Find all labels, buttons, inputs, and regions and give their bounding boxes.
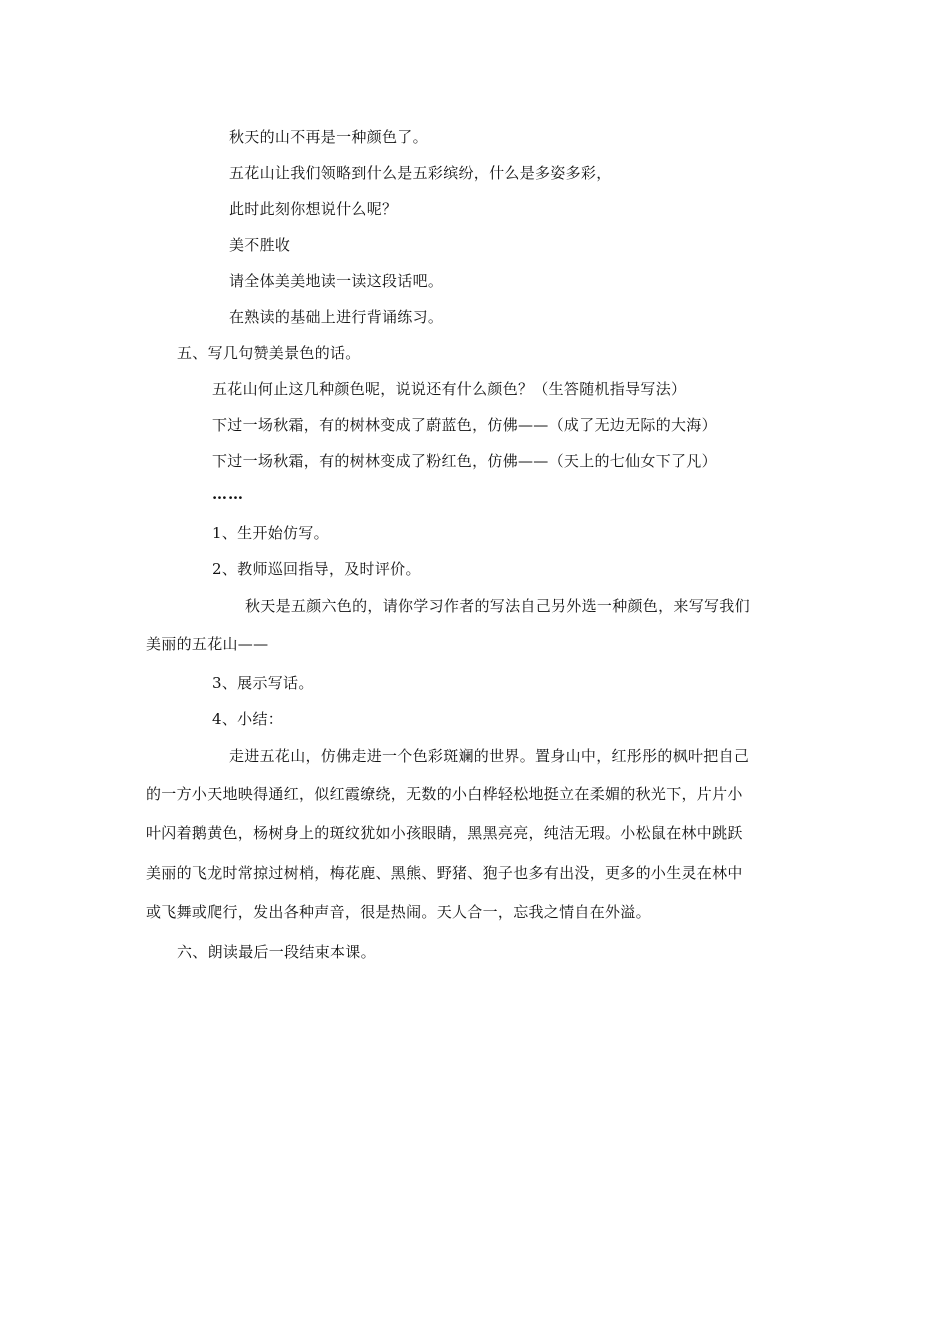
list-item: 4、小结：: [212, 710, 284, 728]
section-heading: 五、写几句赞美景色的话。: [177, 344, 361, 362]
section-heading: 六、朗读最后一段结束本课。: [177, 943, 376, 961]
ellipsis: ……: [212, 485, 244, 503]
list-item: 1、生开始仿写。: [212, 524, 329, 542]
text-line: 或飞舞或爬行，发出各种声音，很是热闹。天人合一，忘我之情自在外溢。: [146, 903, 651, 921]
text-line: 美丽的飞龙时常掠过树梢，梅花鹿、黑熊、野猪、狍子也多有出没，更多的小生灵在林中: [146, 864, 743, 882]
text-line: 在熟读的基础上进行背诵练习。: [229, 308, 444, 326]
text-line: 的一方小天地映得通红，似红霞缭绕，无数的小白桦轻松地挺立在柔媚的秋光下，片片小: [146, 785, 743, 803]
text-line: 走进五花山，仿佛走进一个色彩斑斓的世界。置身山中，红彤彤的枫叶把自己: [229, 747, 750, 765]
text-line: 美丽的五花山——: [146, 635, 269, 653]
text-line: 请全体美美地读一读这段话吧。: [229, 272, 444, 290]
text-line: 秋天的山不再是一种颜色了。: [229, 128, 428, 146]
text-line: 五花山让我们领略到什么是五彩缤纷，什么是多姿多彩，: [229, 164, 612, 182]
text-line: 五花山何止这几种颜色呢，说说还有什么颜色？（生答随机指导写法）: [212, 380, 687, 398]
list-item: 3、展示写话。: [212, 674, 314, 692]
text-line: 下过一场秋霜，有的树林变成了粉红色，仿佛——（天上的七仙女下了凡）: [212, 452, 717, 470]
text-line: 下过一场秋霜，有的树林变成了蔚蓝色，仿佛——（成了无边无际的大海）: [212, 416, 717, 434]
text-line: 美不胜收: [229, 236, 291, 254]
text-line: 叶闪着鹅黄色，杨树身上的斑纹犹如小孩眼睛，黑黑亮亮，纯洁无瑕。小松鼠在林中跳跃: [146, 824, 743, 842]
list-item: 2、教师巡回指导，及时评价。: [212, 560, 421, 578]
text-line: 此时此刻你想说什么呢？: [229, 200, 398, 218]
text-line: 秋天是五颜六色的，请你学习作者的写法自己另外选一种颜色，来写写我们: [245, 597, 750, 615]
